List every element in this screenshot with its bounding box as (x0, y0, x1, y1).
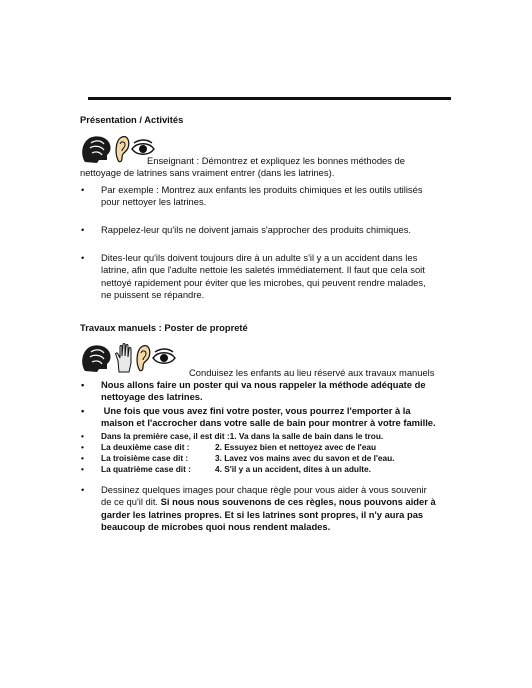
head-icon (79, 343, 113, 373)
bullet-icon: • (81, 224, 85, 235)
final-line (101, 496, 450, 508)
bullet-icon: • (81, 379, 85, 390)
icon-group-2 (79, 343, 176, 373)
final-bold: Si nous nous souvenons de ces règles, nous pouvons aider à (160, 496, 436, 508)
list-item (80, 252, 450, 302)
bullet-line: Nous allons faire un poster qui va nous rappeler la méthode adéquate de (101, 379, 426, 390)
list-item (80, 453, 452, 464)
bullet-line: Rappelez-leur qu'ils ne doivent jamais s'approcher des produits chimiques. (101, 224, 411, 235)
bullet-icon: • (81, 464, 84, 474)
list-item (80, 484, 450, 534)
list-item (80, 431, 452, 442)
intro-line-1 (147, 155, 450, 167)
final-line: beaucoup de microbes quoi nous rendent malades. (101, 521, 331, 533)
travaux-intro: Conduisez les enfants au lieu réservé aux travaux manuels (189, 367, 435, 378)
icon-group-1 (79, 134, 155, 164)
intro-rest: Démontrez et expliquez les bonnes méthodes de (201, 155, 405, 166)
final-line: garder les latrines propres. Et si les latrines sont propres, il n'y aura pas (101, 508, 424, 520)
eye-icon (152, 348, 176, 368)
list-item (80, 464, 452, 475)
header-rule (88, 97, 451, 100)
bullet-line: ne puissent se répandre. (101, 289, 205, 301)
head-icon (79, 134, 113, 164)
list-item (80, 224, 450, 236)
case-text: 1. Va dans la salle de bain dans le trou. (229, 431, 384, 441)
bullet-line: nettoyage des latrines. (101, 391, 203, 403)
final-line: Dessinez quelques images pour chaque règle pour vous aider à vous souvenir (101, 484, 427, 495)
ear-icon (114, 134, 130, 164)
intro-lead: Enseignant : (147, 155, 202, 166)
case-label: La quatrième case dit : (101, 464, 191, 474)
bullet-icon: • (81, 405, 85, 416)
final-plain: de ce qu'il dit. (101, 496, 161, 508)
bullet-line: Dites-leur qu'ils doivent toujours dire à un adulte s'il y a un accident dans les (101, 252, 418, 263)
hand-icon (114, 343, 134, 373)
case-text: 4. S'il y a un accident, dites à un adulte. (215, 464, 371, 474)
bullet-line: nettoyé rapidement pour éviter que les microbes, qui peuvent rendre malades, (101, 276, 426, 288)
bullet-icon: • (81, 252, 85, 263)
bullet-icon: • (81, 453, 84, 463)
bullet-line: maison et l'accrocher dans votre salle de bain pour montrer à votre famille. (101, 417, 436, 429)
case-text: 3. Lavez vos mains avec du savon et de l'eau. (215, 453, 395, 463)
bullet-line: latrine, afin que l'adulte nettoie les saletés immédiatement. Il faut que cela soit (101, 264, 425, 276)
bullet-line: pour nettoyer les latrines. (101, 196, 207, 208)
case-label: Dans la première case, il est dit : (101, 431, 230, 441)
intro-line-2: nettoyage de latrines sans vraiment entrer (dans les latrines). (80, 167, 335, 178)
bullet-icon: • (81, 442, 84, 452)
case-label: La troisième case dit : (101, 453, 189, 463)
list-item (80, 405, 450, 430)
bullet-icon: • (81, 184, 85, 195)
case-label: La deuxième case dit : (101, 442, 190, 452)
list-item (80, 442, 452, 453)
ear-icon (135, 343, 151, 373)
list-item (80, 184, 450, 209)
bullet-line: Par exemple : Montrez aux enfants les produits chimiques et les outils utilisés (101, 184, 423, 195)
bullet-line: Une fois que vous avez fini votre poster, vous pourrez l'emporter à la (101, 405, 411, 416)
bullet-icon: • (81, 484, 85, 495)
case-text: 2. Essuyez bien et nettoyez avec de l'eau (215, 442, 377, 452)
section-heading-presentation: Présentation / Activités (80, 114, 184, 125)
bullet-icon: • (81, 431, 84, 441)
list-item (80, 379, 450, 404)
section-heading-travaux: Travaux manuels : Poster de propreté (80, 322, 248, 333)
